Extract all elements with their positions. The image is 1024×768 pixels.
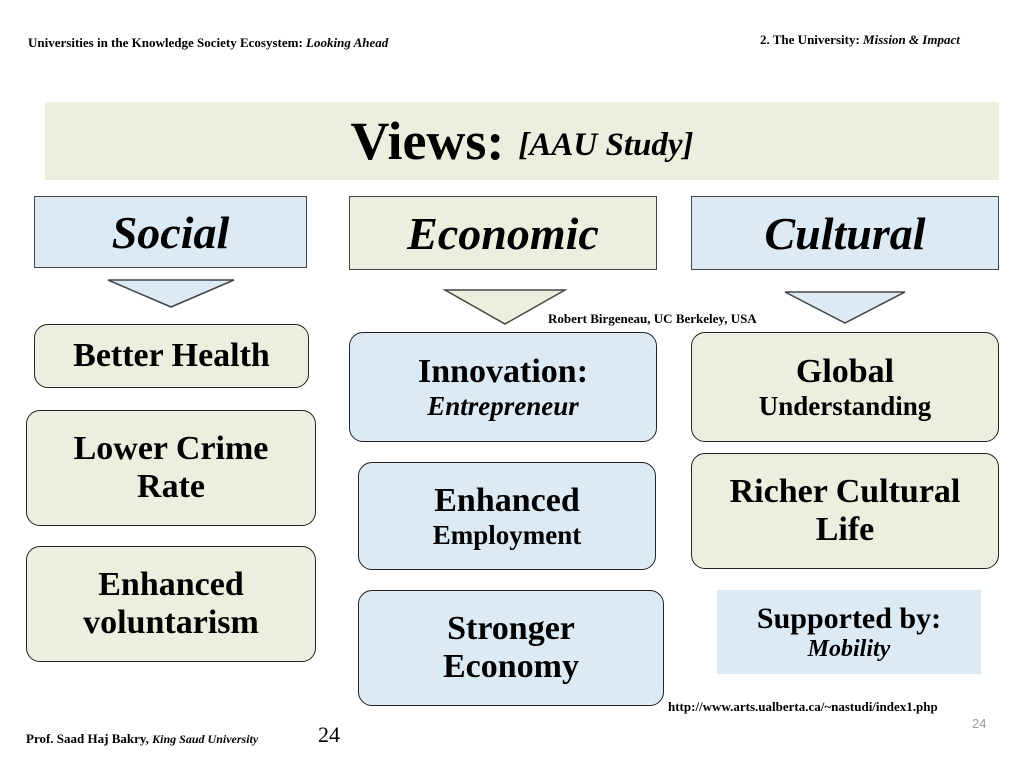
cultural-arrow <box>785 292 905 323</box>
page-number-small: 24 <box>972 716 987 731</box>
category-social: Social <box>34 196 307 268</box>
cultural-global-understanding: Global Understanding <box>691 332 999 442</box>
supported-by-box: Supported by: Mobility <box>717 590 981 674</box>
social-arrow <box>108 280 234 307</box>
attribution: Robert Birgeneau, UC Berkeley, USA <box>548 311 757 326</box>
cultural-richer-life: Richer Cultural Life <box>691 453 999 569</box>
footer-page-number: 24 <box>318 722 340 747</box>
economic-stronger-economy: Stronger Economy <box>358 590 664 706</box>
social-voluntarism: Enhanced voluntarism <box>26 546 316 662</box>
slide-title: Views: <box>350 111 505 171</box>
slide-subtitle: [AAU Study] <box>518 126 694 163</box>
economic-employment: Enhanced Employment <box>358 462 656 570</box>
header-right: 2. The University: Mission & Impact <box>760 32 960 47</box>
category-economic: Economic <box>349 196 657 270</box>
economic-arrow <box>445 290 565 324</box>
economic-innovation: Innovation: Entrepreneur <box>349 332 657 442</box>
category-cultural: Cultural <box>691 196 999 270</box>
social-lower-crime: Lower Crime Rate <box>26 410 316 526</box>
header-left: Universities in the Knowledge Society Ecosystem: Looking Ahead <box>28 35 389 50</box>
source-url: http://www.arts.ualberta.ca/~nastudi/index1.php <box>668 699 938 714</box>
footer-author: Prof. Saad Haj Bakry, King Saud University <box>26 731 259 746</box>
social-better-health: Better Health <box>34 324 309 388</box>
